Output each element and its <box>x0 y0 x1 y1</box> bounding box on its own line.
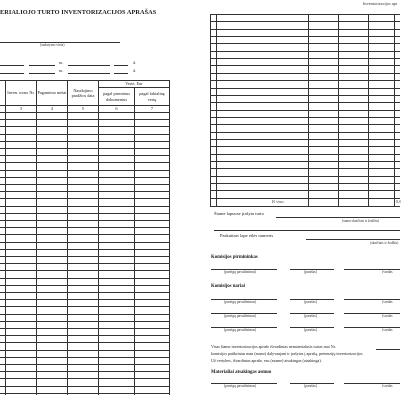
responsible-person-heading: Materialiai atsakingas asmuo <box>211 370 272 375</box>
table-total-label: Iš viso: <box>272 199 285 204</box>
date1-month-line[interactable] <box>29 65 55 66</box>
left-table-row-line <box>0 119 169 120</box>
left-table-row-line <box>0 162 169 163</box>
member3-signature-caption: (parašas) <box>304 328 317 332</box>
left-table-row-line <box>0 263 169 264</box>
last-number-caption: (skaičiais ir žodžiu) <box>370 241 399 245</box>
left-table-row-line <box>0 306 169 307</box>
date2-month-name-line[interactable] <box>68 73 110 74</box>
right-table-row-line <box>210 102 400 103</box>
column-number: 6 <box>115 106 118 112</box>
right-table-row-line <box>210 139 400 140</box>
left-table-row-line <box>0 386 169 387</box>
left-table-row-line <box>0 227 169 228</box>
right-table-row-line <box>210 80 400 81</box>
right-table-row-line <box>210 65 400 66</box>
right-table-rows <box>210 14 400 198</box>
date1-month-name-line[interactable] <box>68 65 110 66</box>
date2-day-suffix: d. <box>133 68 137 73</box>
member2-name-caption: (vardas <box>382 314 393 318</box>
right-page <box>200 0 400 400</box>
left-table-row-line <box>0 242 169 243</box>
column-number: 5 <box>81 106 85 112</box>
responsible-signature-caption: (parašas) <box>304 384 317 388</box>
left-table-row-line <box>0 328 169 329</box>
right-table-row-line <box>210 88 400 89</box>
left-table-row-line <box>0 393 169 394</box>
statement-line-2: komisijos patikrintas man (mano) dalyvaujant ir įrašytas į aprašą, pretenzijų inventorizacijos <box>211 351 363 356</box>
left-table-row-line <box>0 126 169 127</box>
left-table-row-line <box>0 134 169 135</box>
left-table-row-line <box>0 184 169 185</box>
responsible-name-caption: (vardas <box>382 384 393 388</box>
left-page <box>0 0 200 400</box>
total-sum-caption: (suma skaičiais ir žodžiu) <box>342 219 379 223</box>
commission-members-heading: Komisijos nariai <box>211 284 245 289</box>
date2-year-line[interactable] <box>0 73 24 74</box>
column-number: 3 <box>19 106 23 112</box>
left-table-row-line <box>0 314 169 315</box>
member2-signature-caption: (parašas) <box>304 314 317 318</box>
left-table-row-line <box>0 278 169 279</box>
header-value-group: Vertė, Eur <box>125 80 143 86</box>
left-table-rows <box>0 112 170 395</box>
statement-line-3: Už vertybes, išvardintas apraše, esu (esame) atsakingas (atsakinga). <box>211 358 322 363</box>
left-table-row-line <box>0 285 169 286</box>
chair-signature-caption: (parašas) <box>304 270 317 274</box>
header-inventory-number: Inven. torno Nr. <box>7 90 35 96</box>
inventory-table <box>0 80 170 395</box>
right-table-row-line <box>210 154 400 155</box>
left-table-row-line <box>0 350 169 351</box>
right-table-row-line <box>210 95 400 96</box>
left-table-row-line <box>0 148 169 149</box>
right-table-row-line <box>210 124 400 125</box>
date1-day-line[interactable] <box>114 65 128 66</box>
left-table-row-line <box>0 342 169 343</box>
right-table-row-line <box>210 110 400 111</box>
left-table-row-line <box>0 234 169 235</box>
left-table-row-line <box>0 220 169 221</box>
right-table-row-line <box>210 73 400 74</box>
right-table-row-line <box>210 51 400 52</box>
left-table-row-line <box>0 335 169 336</box>
right-table-row-line <box>210 168 400 169</box>
left-page-title: ERIALIOJO TURTO INVENTORIZACIJOS APRAŠAS <box>0 9 157 16</box>
right-table-row-line <box>210 198 400 199</box>
statement-line-1: Visas šiame inventorizacijos apraše išvardintas nematerialusis turtas nuo Nr. <box>211 344 336 349</box>
statement-number-line[interactable] <box>376 349 400 350</box>
left-table-row-line <box>0 299 169 300</box>
right-table-row-line <box>210 132 400 133</box>
right-table-row-line <box>210 176 400 177</box>
right-table-row-line <box>210 190 400 191</box>
right-table-row-line <box>210 161 400 162</box>
date2-year-suffix: m. <box>59 68 64 73</box>
left-table-row-line <box>0 371 169 372</box>
header-value-documents: pagal pirminius dokumentus <box>103 91 130 102</box>
left-table-row-line <box>0 141 169 142</box>
right-table-bottom-border <box>210 206 400 207</box>
right-table-row-line <box>210 36 400 37</box>
left-table-row-line <box>0 177 169 178</box>
left-table-row-line <box>0 213 169 214</box>
right-table-row-line <box>210 146 400 147</box>
header-value-actual: pagal faktalinę vertę <box>139 91 165 102</box>
left-table-row-line <box>0 321 169 322</box>
left-table-row-line <box>0 155 169 156</box>
member1-name-caption: (vardas <box>382 300 393 304</box>
right-table-row-line <box>210 21 400 22</box>
member2-position-caption: (pareigų pavadinimas) <box>224 314 257 318</box>
member3-name-caption: (vardas <box>382 328 393 332</box>
right-table-row-line <box>210 117 400 118</box>
date1-year-suffix: m. <box>59 60 64 65</box>
last-number-label: Paskutinis lape eilės numeris <box>220 233 274 238</box>
chair-position-caption: (pareigų pavadinimas) <box>224 270 257 274</box>
responsible-position-caption: (pareigų pavadinimas) <box>224 384 257 388</box>
member1-position-caption: (pareigų pavadinimas) <box>224 300 257 304</box>
member3-position-caption: (pareigų pavadinimas) <box>224 328 257 332</box>
right-page-header: Inventorizacijos apr <box>363 1 398 6</box>
left-table-row-line <box>0 357 169 358</box>
left-table-row-line <box>0 191 169 192</box>
left-table-row-line <box>0 198 169 199</box>
date1-year-line[interactable] <box>0 65 24 66</box>
right-table-row-line <box>210 43 400 44</box>
right-inventory-table <box>210 14 400 206</box>
total-sum-label: Šiame lapuose įrašyta turto <box>214 211 264 216</box>
left-table-row-line <box>0 206 169 207</box>
header-production-year: Pagamimo metai <box>37 90 67 96</box>
total-sum-line-2[interactable] <box>214 230 400 231</box>
member1-signature-caption: (parašas) <box>304 300 317 304</box>
right-table-row-line <box>210 29 400 30</box>
place-caption: (sudarymo vieta) <box>40 43 65 47</box>
left-table-row-line <box>0 364 169 365</box>
left-table-row-line <box>0 256 169 257</box>
left-table-row-line <box>0 170 169 171</box>
date2-day-line[interactable] <box>114 73 128 74</box>
last-number-line[interactable] <box>306 239 400 240</box>
left-table-row-line <box>0 270 169 271</box>
column-number: 4 <box>50 106 54 112</box>
left-table-row-line <box>0 249 169 250</box>
chair-name-caption: (vardas <box>382 270 393 274</box>
date2-month-line[interactable] <box>29 73 55 74</box>
total-sum-line[interactable] <box>276 217 400 218</box>
right-table-row-line <box>210 183 400 184</box>
header-start-date: Naudojimo pradžios data <box>71 87 95 98</box>
left-table-row-line <box>0 292 169 293</box>
column-number: 7 <box>150 106 154 112</box>
table-total-value: 0,0 <box>396 199 401 204</box>
left-table-row-line <box>0 378 169 379</box>
right-table-row-line <box>210 58 400 59</box>
date1-day-suffix: d. <box>133 60 137 65</box>
commission-chair-heading: Komisijos pirmininkas <box>211 255 258 260</box>
